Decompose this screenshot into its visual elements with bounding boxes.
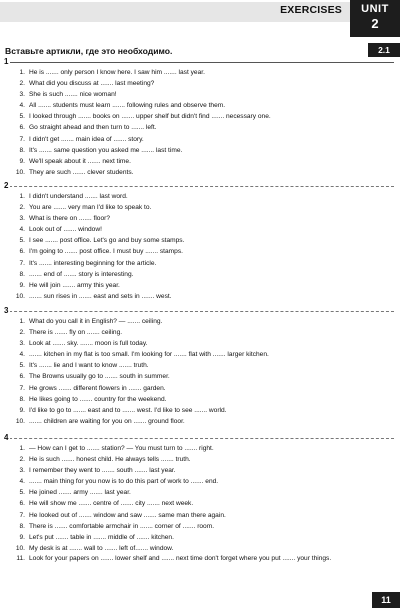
list-item: 5. I see ....... post office. Let's go and buy some stamps. xyxy=(19,237,185,245)
list-item: 8. ....... end of ....... story is interesting. xyxy=(19,270,134,278)
list-item: 2. He is such ....... honest child. He always tells ....... truth. xyxy=(19,456,191,464)
section-number: 4 xyxy=(4,433,9,442)
section-2 xyxy=(0,183,400,302)
list-item: 6. The Browns usually go to ....... south in summer. xyxy=(19,373,170,381)
list-item: 9. I'd like to go to ....... east and to ....... west. I'd like to see ....... world. xyxy=(19,406,227,414)
list-item: 7. He grows ....... different flowers in ....... garden. xyxy=(19,384,166,392)
item-list xyxy=(0,316,400,427)
list-item: 8. He likes going to ....... country for the weekend. xyxy=(19,395,167,403)
list-item: 4. All ....... students must learn ....... following rules and observe them. xyxy=(19,102,226,110)
list-item: 1. I didn't understand ....... last word. xyxy=(19,193,128,200)
list-item: 3. She is such ....... nice woman! xyxy=(19,91,117,99)
section-number: 3 xyxy=(4,306,9,315)
list-item: 5. He joined ....... army ....... last year. xyxy=(19,489,131,497)
list-item: 2. You are ....... very man I'd like to speak to. xyxy=(19,204,152,212)
list-item: 10. ....... sun rises in ....... east and sets in ....... west. xyxy=(15,292,172,300)
unit-label: UNIT xyxy=(361,3,389,15)
list-item: 11. Look for your papers on ....... lower shelf and ....... next time don't forget where you put ....... your things. xyxy=(16,554,332,562)
list-item: 7. It's ....... interesting beginning for the article. xyxy=(19,259,157,267)
section-title: EXERCISES xyxy=(280,4,342,16)
list-item: 8. There is ....... comfortable armchair in ....... corner of ....... room. xyxy=(19,522,215,530)
item-list xyxy=(0,191,400,302)
list-item: 10. My desk is at ....... wall to ....... left of....... window. xyxy=(15,544,174,552)
list-item: 2. What did you discuss at ....... last meeting? xyxy=(19,80,155,88)
list-item: 6. He will show me ....... centre of ....... city ....... next week. xyxy=(19,500,194,508)
list-item: 3. Look at ....... sky. ....... moon is full today. xyxy=(19,340,148,348)
list-item: 5. It's ....... lie and I want to know ....... truth. xyxy=(19,362,149,370)
list-item: 9. He will join ....... army this year. xyxy=(19,281,120,289)
list-item: 4. Look out of ....... window! xyxy=(19,226,102,234)
list-item: 6. I'm going to ....... post office. I must buy ....... stamps. xyxy=(19,248,183,256)
unit-number: 2 xyxy=(371,16,379,31)
page-number: 11 xyxy=(372,592,400,608)
item-list xyxy=(0,67,400,178)
list-item: 1. — How can I get to ....... station? — You must turn to ....... right. xyxy=(19,445,214,452)
list-item: 3. What is there on ....... floor? xyxy=(19,215,110,223)
list-item: 9. Let's put ....... table in ....... middle of ....... kitchen. xyxy=(19,533,174,541)
list-item: 2. There is ....... fly on ....... ceiling. xyxy=(19,329,123,337)
unit-badge xyxy=(350,0,400,37)
section-1 xyxy=(0,59,400,178)
section-number: 1 xyxy=(4,57,9,66)
section-divider xyxy=(4,438,394,439)
list-item: 5. I looked through ....... books on ....... upper shelf but didn't find ....... necessary one. xyxy=(19,113,271,121)
list-item: 9. We'll speak about it ....... next time. xyxy=(19,157,131,165)
list-item: 6. Go straight ahead and then turn to ....... left. xyxy=(19,124,157,132)
exercise-number: 2.1 xyxy=(368,43,400,57)
list-item: 7. He looked out of ....... window and saw ....... same man there again. xyxy=(19,511,226,519)
section-number: 2 xyxy=(4,181,9,190)
list-item: 7. I didn't get ....... main idea of ....... story. xyxy=(19,135,144,143)
section-divider xyxy=(4,186,394,187)
item-list xyxy=(0,443,400,565)
section-3 xyxy=(0,308,400,427)
section-divider xyxy=(4,62,394,63)
list-item: 3. I remember they went to ....... south ....... last year. xyxy=(19,467,176,475)
list-item: 10. ....... children are waiting for you on ....... ground floor. xyxy=(15,417,185,425)
list-item: 10. They are such ....... clever students. xyxy=(15,168,134,176)
list-item: 1. What do you call it in English? — ....... ceiling. xyxy=(19,318,163,325)
section-divider xyxy=(4,311,394,312)
list-item: 1. He is ....... only person I know here. I saw him ....... last year. xyxy=(19,69,205,76)
exercise-instruction: Вставьте артикли, где это необходимо. xyxy=(5,46,173,56)
list-item: 4. ....... kitchen in my flat is too small. I'm looking for ....... flat with ....... larger kitchen. xyxy=(19,351,269,359)
section-4 xyxy=(0,435,400,565)
list-item: 4. ....... main thing for you now is to do this part of work to ....... end. xyxy=(19,478,219,486)
list-item: 8. It's ....... same question you asked me ....... last time. xyxy=(19,146,183,154)
page-header xyxy=(0,0,400,38)
